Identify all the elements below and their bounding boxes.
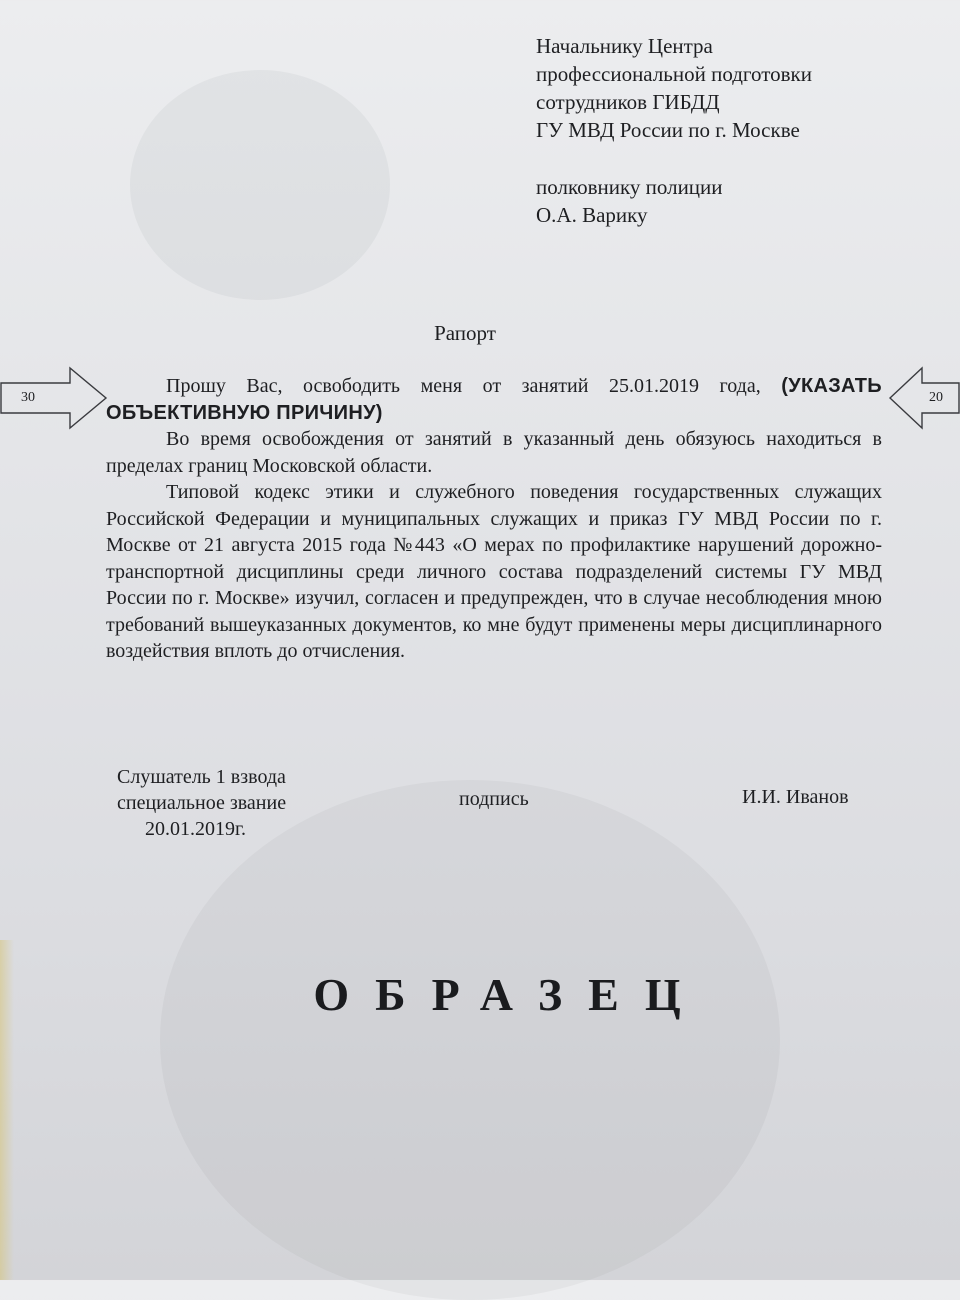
right-margin-label: 20 bbox=[929, 390, 943, 405]
left-margin-label: 30 bbox=[21, 390, 35, 405]
signature-date: 20.01.2019г. bbox=[145, 818, 246, 840]
signer-rank: специальное звание bbox=[117, 792, 287, 814]
sample-watermark: ОБРАЗЕЦ bbox=[313, 969, 707, 1020]
addressee-line: сотрудников ГИБДД bbox=[536, 90, 720, 114]
background-shading bbox=[130, 70, 390, 300]
addressee-name: О.А. Варику bbox=[536, 203, 648, 227]
document-title: Рапорт bbox=[434, 321, 496, 345]
right-margin-arrow bbox=[888, 365, 960, 431]
signer-block bbox=[117, 764, 286, 842]
paragraph-acknowledgement: Типовой кодекс этики и служебного поведения государственных служащих Российской Федерации и муниципальных служащих и приказ ГУ МВД России по г. Москве от 21 августа 2015 года №443 «О мерах по профилактике нарушений дорожно-транспортной дисциплины среди личного состава подразделений системы ГУ МВД России по г. Москве» изучил, согласен и предупрежден, что в случае несоблюдения мною требований вышеуказанных документов, ко мне будут применены меры дисциплинарного воздействия вплоть до отчисления. bbox=[106, 481, 882, 662]
signature-label: подпись bbox=[459, 788, 529, 810]
addressee-block bbox=[536, 32, 812, 229]
arrow-right-icon bbox=[0, 365, 110, 431]
background-shading bbox=[160, 780, 780, 1300]
addressee-line: профессиональной подготовки bbox=[536, 62, 812, 86]
addressee-rank: полковнику полиции bbox=[536, 175, 723, 199]
addressee-line: Начальнику Центра bbox=[536, 34, 713, 58]
paragraph-request bbox=[106, 373, 882, 426]
request-text: Прошу Вас, освободить меня от занятий 25.01.2019 года, bbox=[166, 375, 761, 397]
arrow-left-icon bbox=[888, 365, 960, 431]
paragraph-obligation: Во время освобождения от занятий в указанный день обязуюсь находиться в пределах границ Московской области. bbox=[106, 428, 882, 477]
document-body bbox=[106, 373, 882, 665]
left-margin-arrow bbox=[0, 365, 110, 431]
signer-name: И.И. Иванов bbox=[742, 786, 849, 808]
reason-placeholder: (УКАЗАТЬ ОБЪЕКТИВНУЮ ПРИЧИНУ) bbox=[106, 375, 882, 424]
signer-position: Слушатель 1 взвода bbox=[117, 766, 286, 788]
addressee-line: ГУ МВД России по г. Москве bbox=[536, 118, 800, 142]
